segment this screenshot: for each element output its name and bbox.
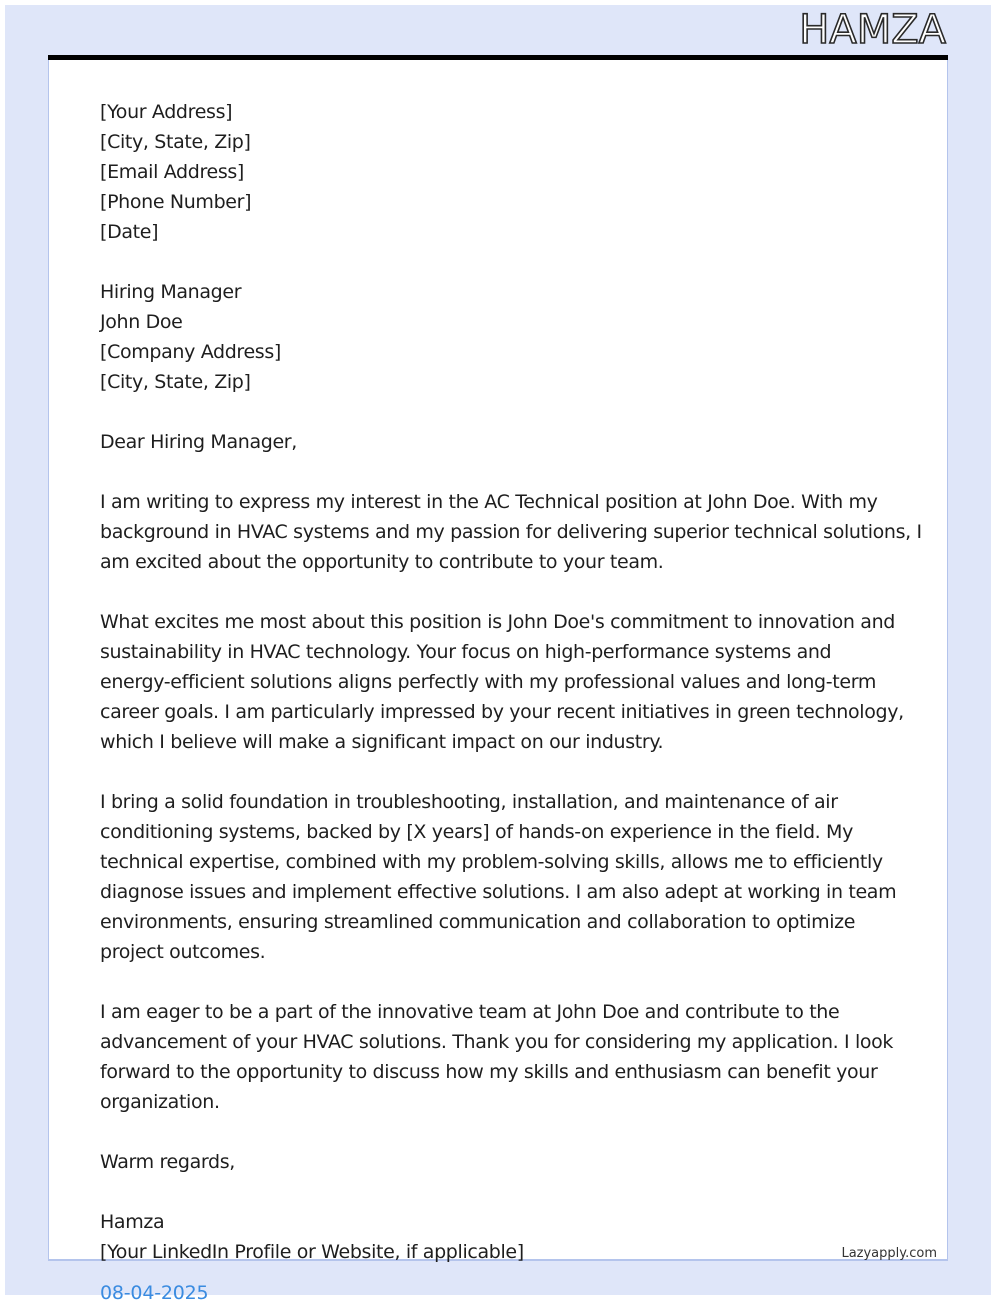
recipient-city-state-zip: [City, State, Zip] [100,371,251,393]
paragraph-line: advancement of your HVAC solutions. Thank you for considering my application. I look [100,1031,894,1053]
recipient-name: John Doe [100,311,183,333]
paragraph-line: I am writing to express my interest in the AC Technical position at John Doe. With my [100,491,878,513]
paragraph-experience [100,787,900,967]
sender-email: [Email Address] [100,161,244,183]
salutation: Dear Hiring Manager, [100,431,297,453]
generated-date: 08-04-2025 [100,1282,209,1304]
paragraph-line: am excited about the opportunity to contribute to your team. [100,551,664,573]
paragraph-line: project outcomes. [100,941,266,963]
paragraph-line: conditioning systems, backed by [X years] of hands-on experience in the field. My [100,821,853,843]
signature-profile: [Your LinkedIn Profile or Website, if applicable] [100,1241,524,1263]
recipient-title: Hiring Manager [100,281,242,303]
paragraph-line: organization. [100,1091,220,1113]
cover-letter-body [100,97,922,1267]
paragraph-line: background in HVAC systems and my passion for delivering superior technical solutions, I [100,521,922,543]
header-rule [48,55,948,60]
paragraph-line: career goals. I am particularly impressed by your recent initiatives in green technology, [100,701,904,723]
paragraph-line: energy-efficient solutions aligns perfectly with my professional values and long-term [100,671,876,693]
signature-name: Hamza [100,1211,165,1233]
paragraph-line: forward to the opportunity to discuss how my skills and enthusiasm can benefit your [100,1061,878,1083]
brand-logo: HAMZA [799,7,946,53]
paragraph-line: I bring a solid foundation in troubleshooting, installation, and maintenance of air [100,791,838,813]
paragraph-line: What excites me most about this position is John Doe's commitment to innovation and [100,611,895,633]
paragraph-line: diagnose issues and implement effective solutions. I am also adept at working in team [100,881,897,903]
paragraph-motivation [100,607,904,757]
sender-phone: [Phone Number] [100,191,252,213]
paragraph-line: technical expertise, combined with my problem-solving skills, allows me to efficiently [100,851,883,873]
sender-address: [Your Address] [100,101,233,123]
recipient-company-address: [Company Address] [100,341,281,363]
paragraph-closing [100,997,900,1117]
paragraph-line: sustainability in HVAC technology. Your focus on high-performance systems and [100,641,832,663]
letter-date: [Date] [100,221,159,243]
closing-phrase: Warm regards, [100,1151,235,1173]
paragraph-line: I am eager to be a part of the innovative team at John Doe and contribute to the [100,1001,840,1023]
footer-site-name: Lazyapply.com [841,1246,937,1261]
paragraph-line: environments, ensuring streamlined communication and collaboration to optimize [100,911,856,933]
paragraph-intro [100,487,922,577]
paragraph-line: which I believe will make a significant impact on our industry. [100,731,664,753]
sender-city-state-zip: [City, State, Zip] [100,131,251,153]
